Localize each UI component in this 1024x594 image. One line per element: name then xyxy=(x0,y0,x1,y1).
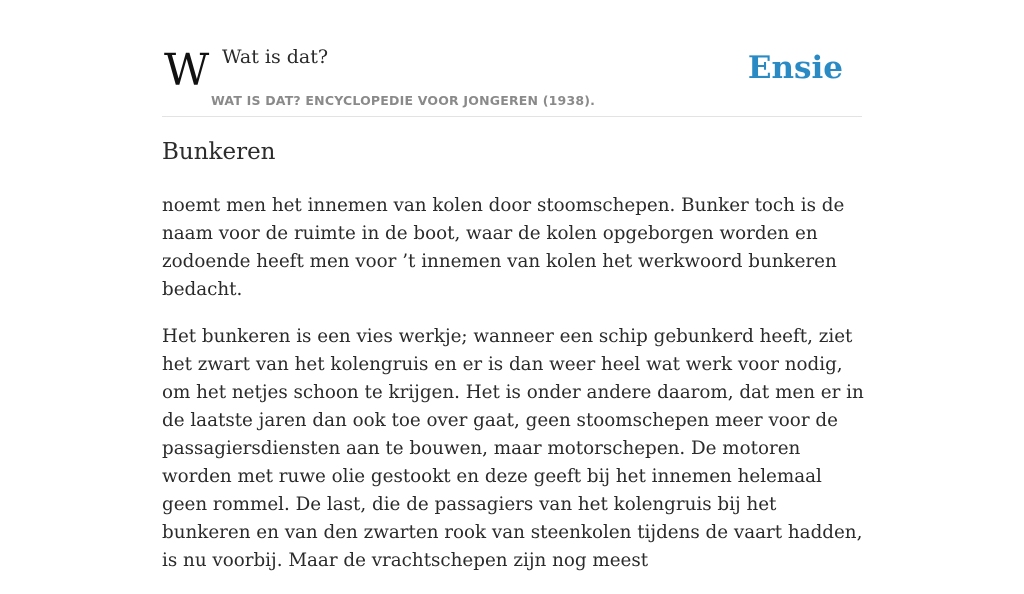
article-paragraph: Het bunkeren is een vies werkje; wanneer een schip gebunkerd heeft, ziet het zwart van het kolengruis en er is dan weer heel wat werk voor nodig, om het netjes schoon te krijgen. Het is onder andere daarom, dat men er in de laatste jaren dan ook toe over gaat, geen stoomschepen meer voor de passagiersdiensten aan te bouwen, maar motorschepen. De motoren worden met ruwe olie gestookt en deze geeft bij het innemen helemaal geen rommel. De last, die de passagiers van het kolengruis bij het bunkeren en van den zwarten rook van steenkolen tijdens de vaart hadden, is nu voorbij. Maar de vrachtschepen zijn nog meest xyxy=(162,326,864,571)
source-title[interactable]: Wat is dat? xyxy=(222,46,329,68)
source-header xyxy=(162,0,862,117)
article-title: Bunkeren xyxy=(162,139,276,165)
ensie-brand-logo[interactable]: Ensie xyxy=(747,50,843,86)
wikipedia-w-logo-icon[interactable]: W xyxy=(164,45,204,96)
source-subtitle: WAT IS DAT? ENCYCLOPEDIE VOOR JONGEREN (1938). xyxy=(211,93,596,108)
article-paragraph: noemt men het innemen van kolen door stoomschepen. Bunker toch is de naam voor de ruimte in de boot, waar de kolen opgeborgen worden en zodoende heeft men voor ’t innemen van kolen het werkwoord bunkeren bedacht. xyxy=(162,195,845,300)
article-body xyxy=(162,192,867,594)
